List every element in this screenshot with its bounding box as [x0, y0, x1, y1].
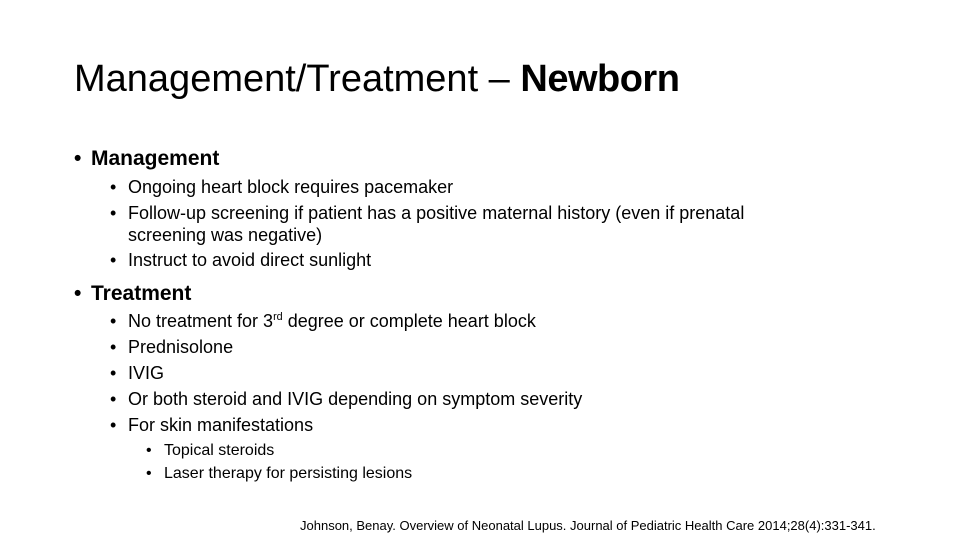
section-heading-treatment: Treatment: [91, 282, 192, 305]
section-heading-management: Management: [91, 147, 220, 170]
list-item-continuation: screening was negative): [128, 225, 323, 245]
item-text: No treatment for 3: [128, 311, 274, 331]
slide-title: [74, 58, 679, 101]
bullet-icon: •: [146, 442, 152, 459]
list-item: [128, 311, 536, 332]
list-item: IVIG: [128, 363, 165, 383]
bullet-icon: •: [110, 337, 117, 357]
sub-list-item: Topical steroids: [164, 442, 275, 459]
list-item: Follow-up screening if patient has a positive maternal history (even if prenatal: [128, 203, 745, 223]
bullet-icon: •: [74, 147, 82, 170]
list-item: For skin manifestations: [128, 415, 314, 435]
bullet-icon: •: [110, 415, 117, 435]
citation: Johnson, Benay. Overview of Neonatal Lupus. Journal of Pediatric Health Care 2014;28(4):331-341.: [300, 518, 876, 533]
sub-list-item: Laser therapy for persisting lesions: [164, 465, 413, 482]
bullet-icon: •: [110, 203, 117, 223]
bullet-icon: •: [110, 389, 117, 409]
list-item: Or both steroid and IVIG depending on symptom severity: [128, 389, 583, 409]
title-prefix: Management/Treatment –: [74, 58, 521, 100]
bullet-icon: •: [110, 311, 117, 331]
bullet-icon: •: [74, 282, 82, 305]
item-text: degree or complete heart block: [282, 311, 536, 331]
list-item: Instruct to avoid direct sunlight: [128, 250, 372, 270]
bullet-icon: •: [110, 250, 117, 270]
title-emphasis: Newborn: [520, 58, 680, 100]
bullet-icon: •: [110, 363, 117, 383]
list-item: Ongoing heart block requires pacemaker: [128, 177, 454, 197]
bullet-icon: •: [146, 465, 152, 482]
ordinal-suffix: rd: [273, 311, 283, 323]
bullet-icon: •: [110, 177, 117, 197]
list-item: Prednisolone: [128, 337, 234, 357]
